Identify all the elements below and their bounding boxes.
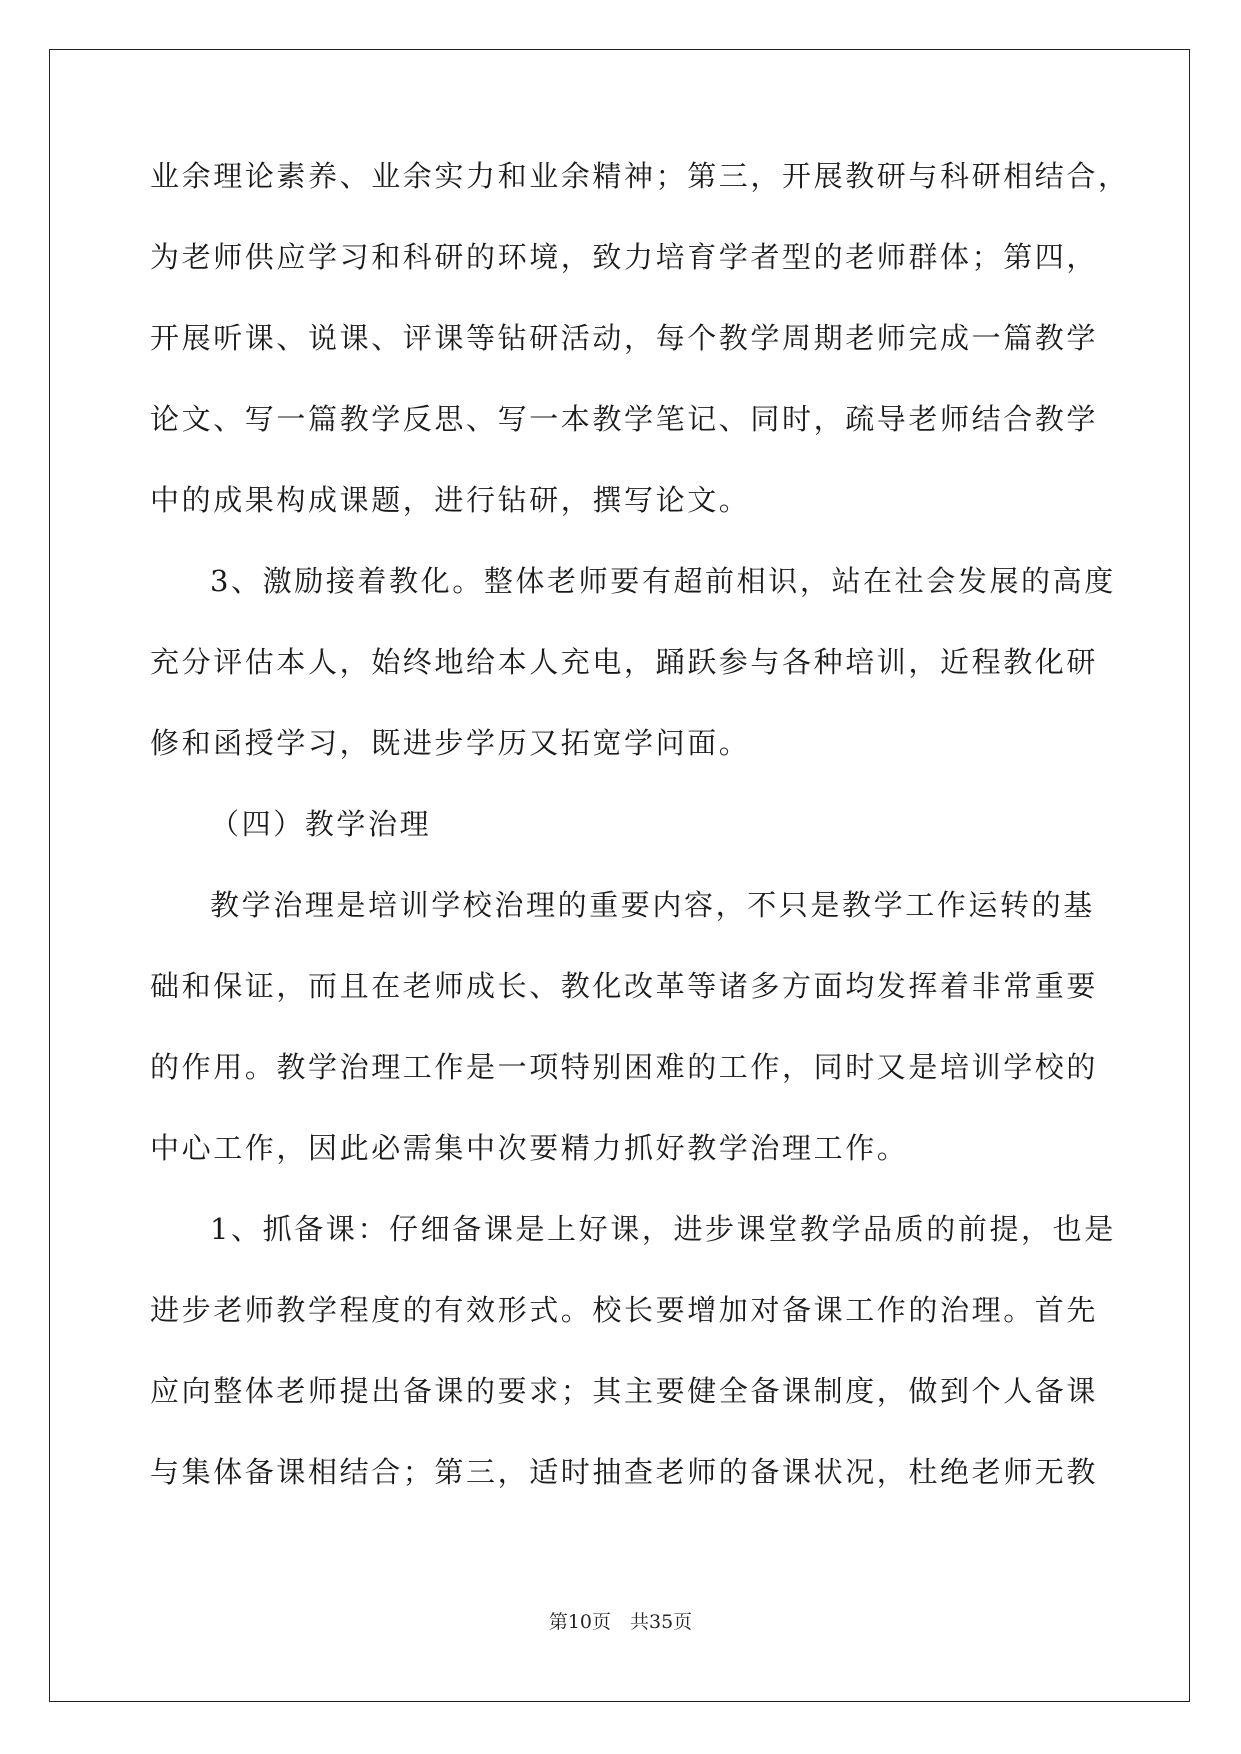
text-line: 1、抓备课：仔细备课是上好课，进步课堂教学品质的前提，也是 bbox=[210, 1212, 1116, 1246]
text-line: 应向整体老师提出备课的要求；其主要健全备课制度，做到个人备课 bbox=[150, 1374, 1099, 1408]
text-line: （四）教学治理 bbox=[210, 807, 432, 841]
text-line: 与集体备课相结合；第三，适时抽查老师的备课状况，杜绝老师无教 bbox=[150, 1455, 1099, 1489]
text-line: 教学治理是培训学校治理的重要内容，不只是教学工作运转的基 bbox=[210, 888, 1095, 922]
text-line: 中的成果构成课题，进行钻研，撰写论文。 bbox=[150, 483, 751, 517]
page-footer: 第10页 共35页 bbox=[548, 1611, 693, 1633]
text-line: 修和函授学习，既进步学历又拓宽学问面。 bbox=[150, 726, 751, 760]
text-line: 为老师供应学习和科研的环境，致力培育学者型的老师群体；第四， bbox=[150, 240, 1099, 274]
text-line: 开展听课、说课、评课等钻研活动，每个教学周期老师完成一篇教学 bbox=[150, 321, 1099, 355]
text-line: 进步老师教学程度的有效形式。校长要增加对备课工作的治理。首先 bbox=[150, 1293, 1099, 1327]
text-line: 业余理论素养、业余实力和业余精神；第三，开展教研与科研相结合， bbox=[150, 159, 1130, 193]
text-line: 础和保证，而且在老师成长、教化改革等诸多方面均发挥着非常重要 bbox=[150, 969, 1099, 1003]
text-line: 的作用。教学治理工作是一项特别困难的工作，同时又是培训学校的 bbox=[150, 1050, 1099, 1084]
text-line: 充分评估本人，始终地给本人充电，踊跃参与各种培训，近程教化研 bbox=[150, 645, 1099, 679]
text-line: 论文、写一篇教学反思、写一本教学笔记、同时，疏导老师结合教学 bbox=[150, 402, 1099, 436]
text-line: 中心工作，因此必需集中次要精力抓好教学治理工作。 bbox=[150, 1131, 909, 1165]
text-line: 3、激励接着教化。整体老师要有超前相识，站在社会发展的高度 bbox=[210, 564, 1116, 598]
document-body bbox=[150, 158, 1130, 1535]
